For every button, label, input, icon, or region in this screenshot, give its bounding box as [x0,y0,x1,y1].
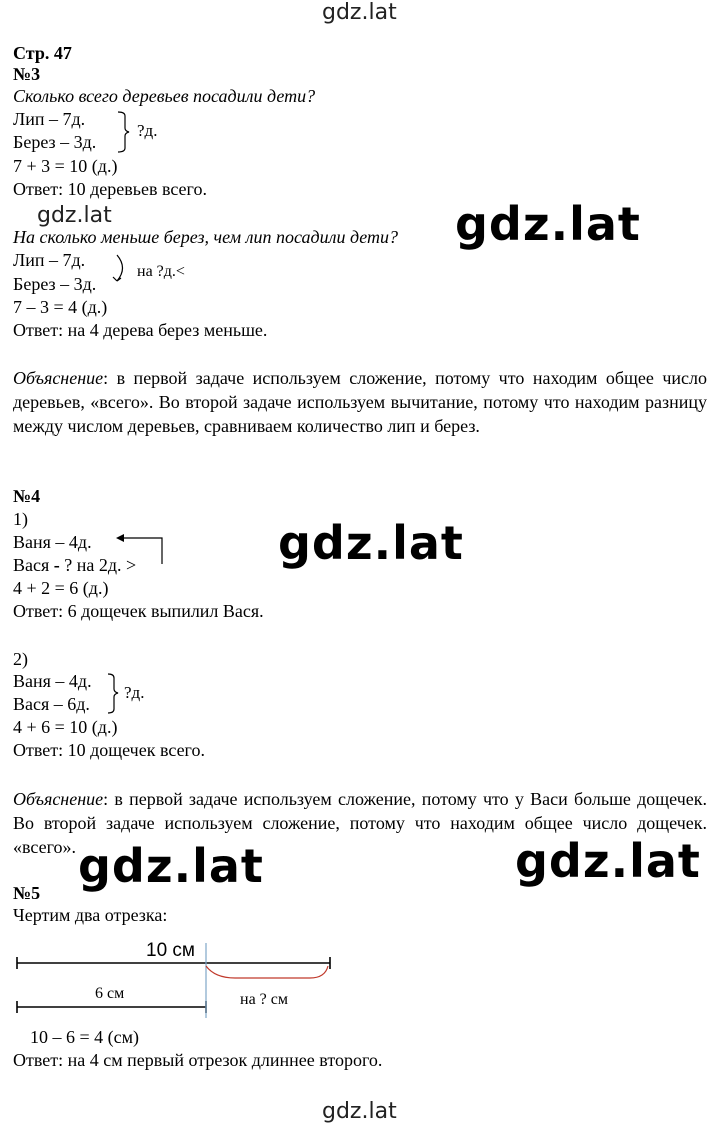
explanation-label: Объяснение [13,789,104,809]
watermark-large: gdz.lat [455,197,641,251]
difference-label: на ? см [240,991,288,1008]
watermark-small: gdz.lat [37,203,112,228]
brace-note: ?д. [124,683,145,702]
watermark-top: gdz.lat [322,0,397,25]
watermark-bottom: gdz.lat [322,1099,397,1124]
right-brace [108,674,118,713]
arrow-note: на ?д.< [137,263,185,280]
answer-line: Ответ: 6 дощечек выпилил Вася. [13,601,264,621]
answer-line: Ответ: 10 дощечек всего. [13,740,205,760]
question-text: Сколько всего деревьев посадили дети? [13,86,316,106]
answer-line: Ответ: на 4 дерева берез меньше. [13,320,268,340]
subtask-label: 2) [13,649,28,669]
answer-line: Ответ: 10 деревьев всего. [13,179,207,199]
subtask-label: 1) [13,509,28,529]
condition-dash: - [53,555,65,575]
explanation-text: : в первой задаче используем сложение, потому что у Васи больше дощечек. Во второй задаче используем сложение, потому что находим общее число дощечек. «всего». [13,789,707,857]
explanation-text: : в первой задаче используем сложение, потому что находим общее число деревьев, «всего». Во второй задаче используем вычитание, потому что находим разницу между числом деревьев, сравниваем количество лип и берез. [13,368,707,436]
segment-label: 6 см [95,985,125,1002]
arrow-head [116,534,124,542]
curved-arrow [117,255,123,281]
answer-line: Ответ: на 4 см первый отрезок длиннее второго. [13,1050,383,1070]
explanation-label: Объяснение [13,368,104,388]
segment-label: 10 см [146,940,195,961]
difference-arc [206,966,328,978]
condition-line: Берез – 3д. [13,132,97,152]
equation: 10 – 6 = 4 (см) [30,1027,140,1047]
equation: 4 + 6 = 10 (д.) [13,717,118,737]
page-header: Стр. 47 [13,43,72,63]
task-number: №5 [13,883,41,903]
watermark-large: gdz.lat [515,834,701,888]
equation: 7 – 3 = 4 (д.) [13,297,108,317]
condition-line: Лип – 7д. [13,109,86,129]
equation: 4 + 2 = 6 (д.) [13,578,109,598]
watermark-large: gdz.lat [78,839,264,893]
condition-line: Ваня – 4д. [13,671,92,691]
task-number: №3 [13,64,41,84]
connector-line [120,538,162,564]
watermark-large: gdz.lat [278,516,464,570]
condition-line: Вася – 6д. [13,694,90,714]
right-brace [118,112,129,152]
condition-line: Лип – 7д. [13,250,86,270]
condition-value: ? на 2д. > [64,555,137,575]
condition-name: Вася [13,555,54,575]
condition-line: Берез – 3д. [13,274,97,294]
equation: 7 + 3 = 10 (д.) [13,156,118,176]
question-text: На сколько меньше берез, чем лип посадили дети? [13,227,399,247]
task-number: №4 [13,486,41,506]
intro-text: Чертим два отрезка: [13,905,168,925]
condition-line: Ваня – 4д. [13,532,92,552]
brace-note: ?д. [137,121,158,140]
